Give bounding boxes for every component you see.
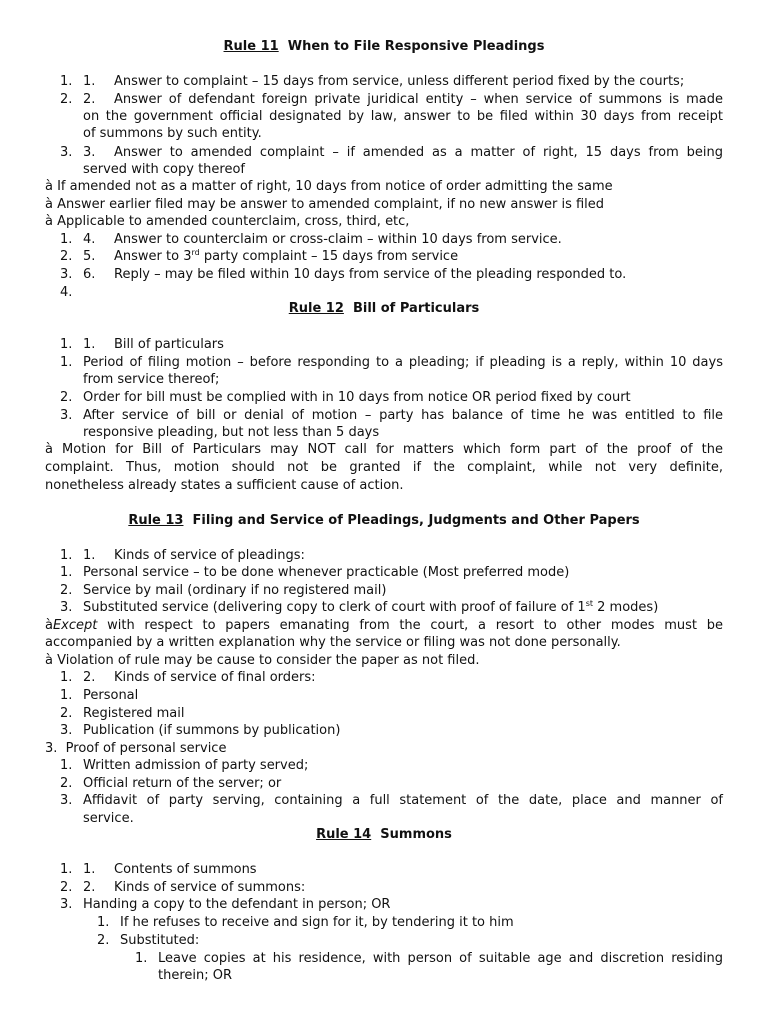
item-number: 1. — [60, 355, 73, 370]
item-number: 3. — [60, 408, 73, 423]
item-text: If he refuses to receive and sign for it, by tendering it to him — [120, 915, 514, 930]
item-text: Answer to counterclaim or cross-claim – within 10 days from service. — [114, 232, 562, 247]
list-item — [0, 582, 768, 600]
note-text: à If amended not as a matter of right, 10 days from notice of order admitting the same — [45, 179, 613, 194]
item-text: Contents of summons — [114, 862, 257, 877]
item-number: 2. — [60, 880, 73, 895]
item-number: 1. — [135, 951, 148, 966]
item-number: 1. — [60, 548, 73, 563]
list-item — [0, 73, 768, 91]
list-item — [0, 792, 768, 810]
item-text: Substituted service (delivering copy to clerk of court with proof of failure of 1st 2 modes) — [83, 599, 659, 615]
item-text: Answer to complaint – 15 days from service, unless different period fixed by the courts; — [114, 74, 685, 89]
list-item — [0, 389, 768, 407]
list-item — [0, 722, 768, 740]
item-text: responsive pleading, but not less than 5 days — [83, 425, 380, 440]
item-subnumber: 1. — [83, 548, 96, 563]
rule-12-title: Bill of Particulars — [352, 301, 480, 316]
item-continuation — [0, 161, 768, 179]
item-number: 1. — [60, 688, 73, 703]
note-text: à Answer earlier filed may be answer to amended complaint, if no new answer is filed — [45, 197, 605, 212]
item-text: Kinds of service of final orders: — [114, 670, 316, 685]
item-number: 1. — [60, 337, 73, 352]
item-number: 2. — [60, 390, 73, 405]
item-subnumber: 2. — [83, 670, 96, 685]
list-item — [0, 896, 768, 914]
list-item — [0, 336, 768, 354]
note-text: à Violation of rule may be cause to consider the paper as not filed. — [45, 653, 480, 668]
item-text: of summons by such entity. — [83, 126, 262, 141]
item-text: Service by mail (ordinary if no registered mail) — [83, 583, 387, 598]
item-number: 3. — [60, 793, 73, 808]
item-number: 4. — [60, 285, 73, 300]
note-text: accompanied by a written explanation why the service or filing was not done personally. — [45, 635, 621, 650]
item-continuation — [0, 967, 768, 985]
list-item — [0, 266, 768, 284]
list-item — [0, 231, 768, 249]
item-number: 1. — [60, 232, 73, 247]
item-text: Kinds of service of pleadings: — [114, 548, 305, 563]
item-number: 1. — [60, 862, 73, 877]
item-continuation — [0, 108, 768, 126]
item-number: 1. — [60, 565, 73, 580]
list-item — [0, 879, 768, 897]
item-subnumber: 4. — [83, 232, 96, 247]
item-text: Period of filing motion – before responding to a pleading; if pleading is a reply, within 10 days — [83, 355, 723, 370]
list-item — [0, 354, 768, 372]
item-subnumber: 2. — [83, 92, 96, 107]
rule-11-heading — [0, 38, 768, 56]
item-text: Kinds of service of summons: — [114, 880, 306, 895]
item-text: Substituted: — [120, 933, 200, 948]
item-number: 1. — [60, 758, 73, 773]
list-item — [0, 687, 768, 705]
note-text: nonetheless already states a sufficient cause of action. — [45, 478, 404, 493]
note-text: à Motion for Bill of Particulars may NOT call for matters which form part of the proof of the — [45, 442, 723, 457]
note-text: complaint. Thus, motion should not be granted if the complaint, while not very definite, — [45, 460, 723, 475]
item-number: 3. — [60, 145, 73, 160]
list-item — [0, 950, 768, 968]
item-subnumber: 5. — [83, 249, 96, 264]
item-text: service. — [83, 811, 134, 826]
item-number: 1. — [60, 670, 73, 685]
item-number: 3. — [60, 267, 73, 282]
item-subnumber: 2. — [83, 880, 96, 895]
note-line — [0, 652, 768, 670]
item-number: 3. — [60, 723, 73, 738]
item-number: 1. — [97, 915, 110, 930]
rule-12-heading — [0, 300, 768, 318]
item-continuation — [0, 371, 768, 389]
item-subnumber: 6. — [83, 267, 96, 282]
list-item — [0, 775, 768, 793]
list-item — [0, 861, 768, 879]
note-line — [0, 634, 768, 652]
list-item — [0, 599, 768, 617]
item-text: Answer to 3rd party complaint – 15 days from service — [114, 248, 459, 264]
item-text: Personal service – to be done whenever practicable (Most preferred mode) — [83, 565, 570, 580]
item-text: Reply – may be filed within 10 days from service of the pleading responded to. — [114, 267, 627, 282]
item-number: 2. — [60, 583, 73, 598]
item-text: Answer of defendant foreign private juridical entity – when service of summons is made — [114, 92, 723, 107]
item-text: Personal — [83, 688, 139, 703]
rule-12-number: Rule 12 — [288, 301, 344, 316]
note-text: à Applicable to amended counterclaim, cross, third, etc, — [45, 214, 410, 229]
list-item — [0, 144, 768, 162]
list-item — [0, 547, 768, 565]
proof-heading: 3. Proof of personal service — [45, 741, 227, 756]
rule-14-title: Summons — [380, 827, 452, 842]
note-line — [0, 617, 768, 635]
list-item — [0, 932, 768, 950]
rule-14-heading — [0, 826, 768, 844]
item-continuation — [0, 125, 768, 143]
item-text: Publication (if summons by publication) — [83, 723, 341, 738]
item-number: 2. — [97, 933, 110, 948]
item-number: 2. — [60, 249, 73, 264]
item-text: Written admission of party served; — [83, 758, 309, 773]
item-continuation — [0, 424, 768, 442]
note-line — [0, 178, 768, 196]
item-subnumber: 1. — [83, 74, 96, 89]
item-text: Official return of the server; or — [83, 776, 282, 791]
item-text: After service of bill or denial of motion – party has balance of time he was entitled to file — [83, 408, 723, 423]
item-number: 3. — [60, 600, 73, 615]
item-text: served with copy thereof — [83, 162, 246, 177]
item-text: Affidavit of party serving, containing a full statement of the date, place and manner of — [83, 793, 723, 808]
note-line — [0, 477, 768, 495]
list-item — [0, 248, 768, 266]
item-number: 2. — [60, 92, 73, 107]
item-text: therein; OR — [158, 968, 233, 983]
item-subnumber: 3. — [83, 145, 96, 160]
note-line — [0, 196, 768, 214]
item-text: Bill of particulars — [114, 337, 224, 352]
list-item — [0, 914, 768, 932]
item-text: Order for bill must be complied with in 10 days from notice OR period fixed by court — [83, 390, 631, 405]
item-text: Leave copies at his residence, with person of suitable age and discretion residing — [158, 951, 723, 966]
list-item — [0, 564, 768, 582]
item-text: Answer to amended complaint – if amended as a matter of right, 15 days from being — [114, 145, 723, 160]
item-text: on the government official designated by law, answer to be filed within 30 days from receipt — [83, 109, 723, 124]
note-text: àExcept with respect to papers emanating from the court, a resort to other modes must be — [45, 618, 723, 633]
item-number: 1. — [60, 74, 73, 89]
item-text: Registered mail — [83, 706, 185, 721]
note-line — [0, 441, 768, 459]
note-line — [0, 459, 768, 477]
list-item — [0, 669, 768, 687]
item-text: Handing a copy to the defendant in person; OR — [83, 897, 391, 912]
rule-13-number: Rule 13 — [128, 513, 184, 528]
section-heading — [0, 740, 768, 758]
item-number: 2. — [60, 706, 73, 721]
item-number: 3. — [60, 897, 73, 912]
item-text: from service thereof; — [83, 372, 220, 387]
list-item — [0, 757, 768, 775]
item-number: 2. — [60, 776, 73, 791]
rule-11-title: When to File Responsive Pleadings — [287, 39, 545, 54]
list-item — [0, 705, 768, 723]
rule-14-number: Rule 14 — [316, 827, 372, 842]
list-item — [0, 407, 768, 425]
list-item — [0, 91, 768, 109]
rule-11-number: Rule 11 — [223, 39, 279, 54]
rule-13-title: Filing and Service of Pleadings, Judgments and Other Papers — [192, 513, 640, 528]
rule-13-heading — [0, 512, 768, 530]
item-subnumber: 1. — [83, 862, 96, 877]
note-line — [0, 213, 768, 231]
item-subnumber: 1. — [83, 337, 96, 352]
